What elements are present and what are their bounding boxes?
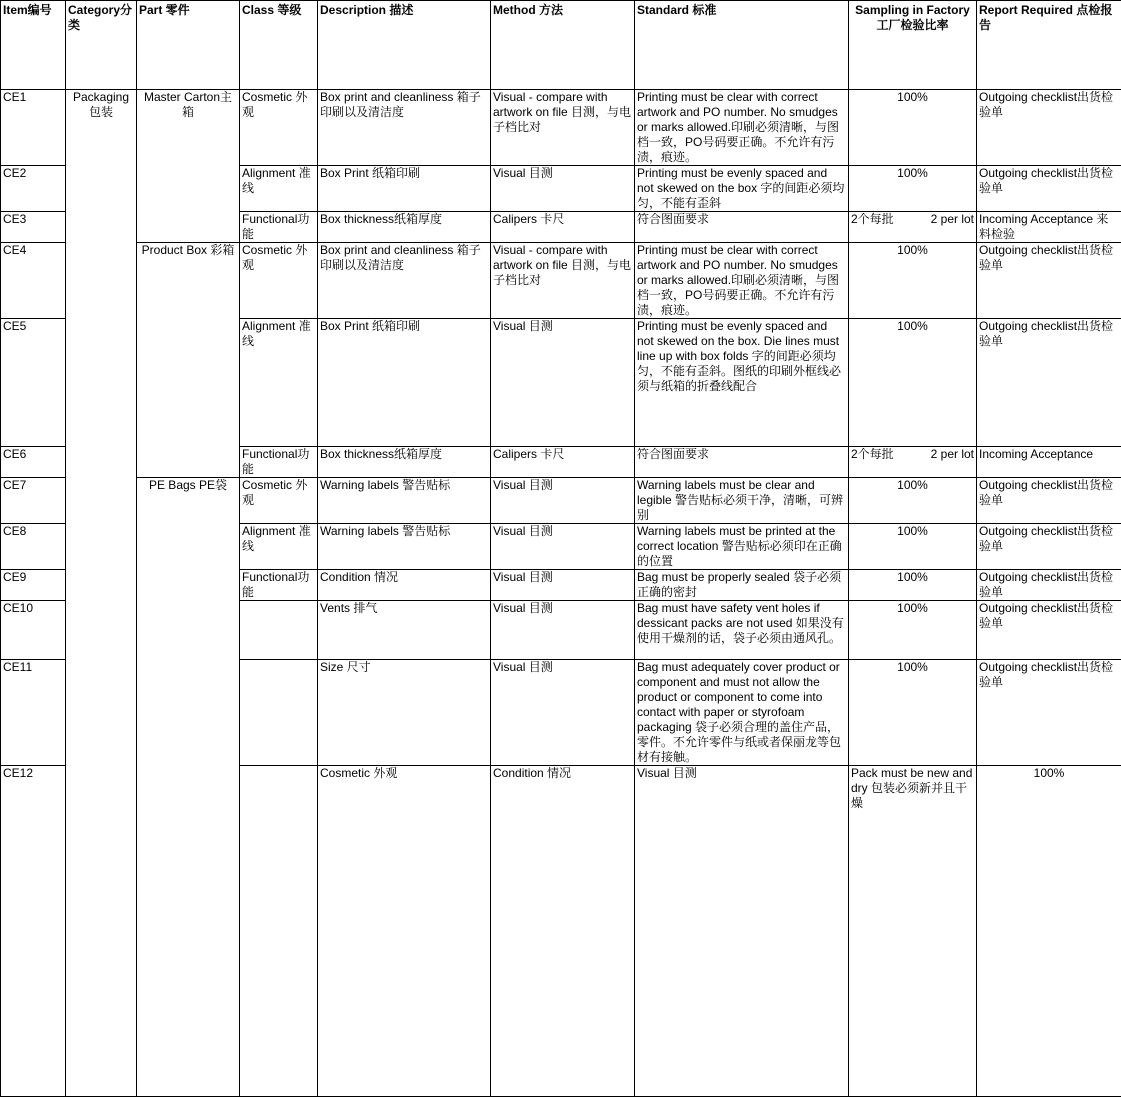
description-cell[interactable]: Condition 情况 xyxy=(491,766,635,1097)
report-cell[interactable]: Outgoing checklist出货检验单 xyxy=(977,601,1121,660)
class-cell[interactable]: Alignment 准线 xyxy=(240,524,318,570)
item-cell[interactable]: CE7 xyxy=(1,478,66,524)
item-cell[interactable]: CE9 xyxy=(1,570,66,601)
sampling-cell[interactable]: 100% xyxy=(849,478,977,524)
item-cell[interactable]: CE11 xyxy=(1,660,66,766)
sampling-cell[interactable]: 100% xyxy=(849,601,977,660)
sampling-cell[interactable]: 100% xyxy=(849,524,977,570)
report-cell[interactable]: Incoming Acceptance 来料检验 xyxy=(977,212,1121,243)
item-cell[interactable]: CE6 xyxy=(1,447,66,478)
description-cell[interactable]: Box Print 纸箱印刷 xyxy=(318,319,491,447)
sampling-cell[interactable]: 100% xyxy=(849,166,977,212)
class-cell[interactable]: Alignment 准线 xyxy=(240,319,318,447)
part-cell-product-box[interactable]: Product Box 彩箱 xyxy=(137,243,240,478)
item-cell[interactable]: CE5 xyxy=(1,319,66,447)
standard-cell[interactable]: Bag must have safety vent holes if dessicant packs are not used 如果没有使用干燥剂的话，袋子必须由通风孔。 xyxy=(635,601,849,660)
method-cell[interactable]: Visual 目测 xyxy=(635,766,849,1097)
class-cell[interactable]: Cosmetic 外观 xyxy=(318,766,491,1097)
method-cell[interactable]: Calipers 卡尺 xyxy=(491,212,635,243)
report-cell[interactable]: Outgoing checklist出货检验单 xyxy=(977,570,1121,601)
report-cell[interactable]: Outgoing checklist出货检验单 xyxy=(977,660,1121,766)
method-cell[interactable]: Visual 目测 xyxy=(491,570,635,601)
sampling-cell[interactable]: 100% xyxy=(849,90,977,166)
table-row xyxy=(1,90,1121,166)
method-cell[interactable]: Visual 目测 xyxy=(491,166,635,212)
category-cell[interactable]: Packaging 包装 xyxy=(66,90,137,1097)
class-cell[interactable]: Functional功能 xyxy=(240,570,318,601)
report-cell[interactable]: Outgoing checklist出货检验单 xyxy=(977,90,1121,166)
table-row xyxy=(1,478,1121,524)
report-cell[interactable]: Outgoing checklist出货检验单 xyxy=(977,166,1121,212)
standard-cell[interactable]: Printing must be clear with correct artwork and PO number. No smudges or marks allowed.印刷必须清晰，与图档一致，PO号码要正确。不允许有污渍，痕迹。 xyxy=(635,243,849,319)
sampling-left: 2个每批 xyxy=(851,212,894,227)
header-sampling[interactable]: Sampling in Factory 工厂检验比率 xyxy=(849,1,977,90)
header-class[interactable]: Class 等级 xyxy=(240,1,318,90)
description-cell[interactable]: Box print and cleanliness 箱子印刷以及清洁度 xyxy=(318,90,491,166)
standard-cell[interactable]: Printing must be evenly spaced and not skewed on the box. Die lines must line up with box folds 字的间距必须均匀，不能有歪斜。图纸的印刷外框线必须与纸箱的折叠线配合 xyxy=(635,319,849,447)
item-cell[interactable]: CE12 xyxy=(1,766,66,1097)
class-cell[interactable]: Cosmetic 外观 xyxy=(240,90,318,166)
method-cell[interactable]: Visual 目测 xyxy=(491,524,635,570)
description-cell[interactable]: Box thickness纸箱厚度 xyxy=(318,447,491,478)
item-cell[interactable]: CE1 xyxy=(1,90,66,166)
method-cell[interactable]: Visual - compare with artwork on file 目测，与电子档比对 xyxy=(491,243,635,319)
method-cell[interactable]: Visual 目测 xyxy=(491,601,635,660)
header-category[interactable]: Category分类 xyxy=(66,1,137,90)
item-cell[interactable]: CE8 xyxy=(1,524,66,570)
report-cell[interactable]: Outgoing checklist出货检验单 xyxy=(977,478,1121,524)
item-cell[interactable]: CE10 xyxy=(1,601,66,660)
sampling-cell[interactable]: 100% xyxy=(849,660,977,766)
description-cell[interactable]: Warning labels 警告贴标 xyxy=(318,478,491,524)
sampling-cell[interactable]: 100% xyxy=(849,243,977,319)
sampling-left: 2个每批 xyxy=(851,447,894,462)
item-cell[interactable]: CE2 xyxy=(1,166,66,212)
description-cell[interactable]: Condition 情况 xyxy=(318,570,491,601)
header-description[interactable]: Description 描述 xyxy=(318,1,491,90)
header-item[interactable]: Item编号 xyxy=(1,1,66,90)
class-cell[interactable]: Functional功能 xyxy=(240,212,318,243)
description-cell[interactable]: Box thickness纸箱厚度 xyxy=(318,212,491,243)
standard-cell[interactable]: Printing must be evenly spaced and not skewed on the box 字的间距必须均匀，不能有歪斜 xyxy=(635,166,849,212)
header-row xyxy=(1,1,1121,90)
item-cell[interactable]: CE4 xyxy=(1,243,66,319)
method-cell[interactable]: Visual 目测 xyxy=(491,660,635,766)
standard-cell[interactable]: Warning labels must be clear and legible 警告贴标必须干净，清晰，可辨别 xyxy=(635,478,849,524)
standard-cell[interactable]: 符合图面要求 xyxy=(635,212,849,243)
class-cell[interactable]: Cosmetic 外观 xyxy=(240,243,318,319)
sampling-cell[interactable] xyxy=(849,447,977,478)
method-cell[interactable]: Visual 目测 xyxy=(491,478,635,524)
description-cell[interactable]: Size 尺寸 xyxy=(318,660,491,766)
header-part[interactable]: Part 零件 xyxy=(137,1,240,90)
sampling-cell[interactable]: 100% xyxy=(849,570,977,601)
standard-cell[interactable]: Printing must be clear with correct artwork and PO number. No smudges or marks allowed.印刷必须清晰，与图档一致，PO号码要正确。不允许有污渍，痕迹。 xyxy=(635,90,849,166)
method-cell[interactable]: Visual - compare with artwork on file 目测，与电子档比对 xyxy=(491,90,635,166)
table-row xyxy=(1,243,1121,319)
sampling-cell[interactable]: 100% xyxy=(849,319,977,447)
class-cell[interactable]: Cosmetic 外观 xyxy=(240,478,318,524)
item-cell[interactable]: CE3 xyxy=(1,212,66,243)
method-cell[interactable]: Calipers 卡尺 xyxy=(491,447,635,478)
header-method[interactable]: Method 方法 xyxy=(491,1,635,90)
report-cell[interactable]: Incoming Acceptance xyxy=(977,447,1121,478)
standard-cell[interactable]: Warning labels must be printed at the correct location 警告贴标必须印在正确的位置 xyxy=(635,524,849,570)
standard-cell[interactable]: Pack must be new and dry 包装必须新并且干燥 xyxy=(849,766,977,1097)
header-report[interactable]: Report Required 点检报告 xyxy=(977,1,1121,90)
description-cell[interactable]: Box print and cleanliness 箱子印刷以及清洁度 xyxy=(318,243,491,319)
standard-cell[interactable]: Bag must be properly sealed 袋子必须正确的密封 xyxy=(635,570,849,601)
report-cell[interactable]: Outgoing checklist出货检验单 xyxy=(977,319,1121,447)
part-cell-master-carton[interactable]: Master Carton主箱 xyxy=(137,90,240,243)
standard-cell[interactable]: Bag must adequately cover product or component and must not allow the product or component to come into contact with paper or styrofoam packaging 袋子必须合理的盖住产品，零件。不允许零件与纸或者保丽龙等包材有接触。 xyxy=(635,660,849,766)
method-cell[interactable]: Visual 目测 xyxy=(491,319,635,447)
sampling-right: 2 per lot xyxy=(931,447,974,462)
standard-cell[interactable]: 符合图面要求 xyxy=(635,447,849,478)
description-cell[interactable]: Box Print 纸箱印刷 xyxy=(318,166,491,212)
description-cell[interactable]: Warning labels 警告贴标 xyxy=(318,524,491,570)
sampling-right: 2 per lot xyxy=(931,212,974,227)
header-standard[interactable]: Standard 标准 xyxy=(635,1,849,90)
class-cell[interactable] xyxy=(240,601,318,660)
class-cell[interactable]: Alignment 准线 xyxy=(240,166,318,212)
description-cell[interactable]: Vents 排气 xyxy=(318,601,491,660)
report-cell[interactable]: Outgoing checklist出货检验单 xyxy=(977,243,1121,319)
class-cell[interactable]: Functional功能 xyxy=(240,447,318,478)
sampling-cell[interactable]: 100% xyxy=(977,766,1121,1097)
class-cell[interactable] xyxy=(240,660,318,766)
part-cell-empty[interactable] xyxy=(240,766,318,1097)
report-cell[interactable]: Outgoing checklist出货检验单 xyxy=(977,524,1121,570)
sampling-cell[interactable] xyxy=(849,212,977,243)
part-cell-pe-bags[interactable]: PE Bags PE袋 xyxy=(137,478,240,1097)
